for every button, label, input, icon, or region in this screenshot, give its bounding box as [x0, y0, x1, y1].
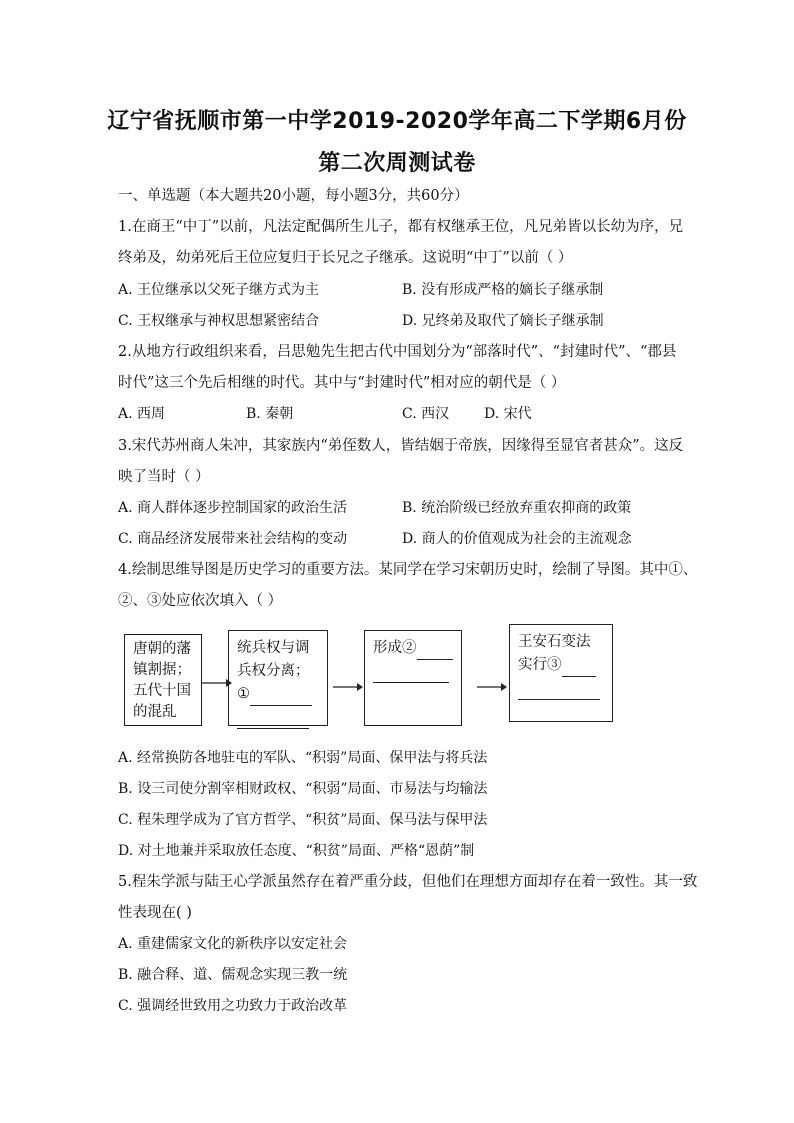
question-5-line-2: 性表现在( ) — [118, 905, 192, 921]
mindmap-box-origin-line-2: 镇割据； — [133, 662, 191, 678]
mindmap-box-1-line-2: 兵权分离； — [237, 663, 310, 679]
question-3-option-c: C. 商品经济发展带来社会结构的变动 — [118, 531, 348, 547]
mindmap-box-2 — [364, 630, 462, 726]
mindmap-box-3-marker: 实行③ — [518, 657, 562, 673]
question-2-option-a: A. 西周 — [118, 406, 166, 422]
question-2-option-c: C. 西汉 — [402, 406, 450, 422]
question-2-line-1: 2.从地方行政组织来看，吕思勉先生把古代中国划分为“部落时代”、“封建时代”、“郡县 — [118, 344, 677, 360]
question-1-line-1: 1.在商王“中丁”以前，凡法定配偶所生儿子，都有权继承王位，凡兄弟皆以长幼为序，兄 — [118, 219, 684, 235]
mindmap-blank-2b — [373, 666, 449, 683]
mindmap-box-3-line-1: 王安石变法 — [518, 634, 591, 650]
question-2-line-2: 时代”这三个先后相继的时代。其中与“封建时代”相对应的朝代是（ ） — [118, 375, 566, 391]
question-2-option-d: D. 宋代 — [484, 406, 532, 422]
question-1-option-c: C. 王权继承与神权思想紧密结合 — [118, 313, 320, 329]
mindmap-box-1-marker: ① — [237, 686, 250, 702]
question-5-line-1: 5.程朱学派与陆王心学派虽然存在着严重分歧，但他们在理想方面却存在着一致性。其一致 — [118, 874, 698, 890]
mindmap-box-origin-line-4: 的混乱 — [133, 704, 177, 720]
question-4-option-b: B. 设三司使分割宰相财政权、“积弱”局面、市易法与均输法 — [118, 781, 488, 797]
mindmap-box-origin — [124, 634, 202, 726]
section-heading: 一、单选题（本大题共20小题，每小题3分，共60分） — [118, 188, 469, 204]
mindmap-arrow-3 — [477, 681, 507, 693]
mindmap-blank-2a — [417, 643, 453, 660]
mindmap-box-1 — [228, 630, 328, 726]
question-4-option-d: D. 对土地兼并采取放任态度、“积贫”局面、严格“恩荫”制 — [118, 843, 475, 859]
question-4-option-c: C. 程朱理学成为了官方哲学、“积贫”局面、保马法与保甲法 — [118, 812, 488, 828]
mindmap-blank-3a — [562, 660, 596, 677]
question-5-option-b: B. 融合释、道、儒观念实现三教一统 — [118, 967, 348, 983]
mindmap-arrow-2 — [333, 681, 363, 693]
question-1-option-b: B. 没有形成严格的嫡长子继承制 — [402, 282, 604, 298]
question-5-option-a: A. 重建儒家文化的新秩序以安定社会 — [118, 936, 348, 952]
document-title-line1: 辽宁省抚顺市第一中学2019-2020学年高二下学期6月份 — [107, 109, 687, 134]
mindmap-box-3 — [509, 624, 613, 722]
question-2-option-b: B. 秦朝 — [246, 406, 294, 422]
question-3-line-2: 映了当时（ ） — [118, 469, 210, 485]
question-4-option-a: A. 经常换防各地驻屯的军队、“积弱”局面、保甲法与将兵法 — [118, 750, 488, 766]
question-4-line-2: ②、③处应依次填入（ ） — [118, 593, 283, 609]
mindmap-blank-3b — [518, 683, 600, 700]
mindmap-box-2-marker: 形成② — [373, 640, 417, 656]
document-title-line2: 第二次周测试卷 — [318, 151, 476, 176]
mindmap-blank-1b — [237, 712, 309, 729]
mindmap-blank-1a — [250, 689, 312, 706]
mindmap-box-origin-line-3: 五代十国 — [133, 683, 191, 699]
question-4-line-1: 4.绘制思维导图是历史学习的重要方法。某同学在学习宋朝历史时，绘制了导图。其中①、 — [118, 562, 698, 578]
question-3-line-1: 3.宋代苏州商人朱冲，其家族内“弟侄数人，皆结姻于帝族，因缘得至显官者甚众”。这反 — [118, 438, 684, 454]
mindmap-box-origin-line-1: 唐朝的藩 — [133, 641, 191, 657]
mindmap-box-1-line-1: 统兵权与调 — [237, 640, 310, 656]
question-3-option-b: B. 统治阶级已经放弃重农抑商的政策 — [402, 500, 632, 516]
question-1-option-a: A. 王位继承以父死子继方式为主 — [118, 282, 320, 298]
question-5-option-c: C. 强调经世致用之功致力于政治改革 — [118, 998, 348, 1014]
question-3-option-d: D. 商人的价值观成为社会的主流观念 — [402, 531, 632, 547]
question-3-option-a: A. 商人群体逐步控制国家的政治生活 — [118, 500, 348, 516]
question-1-option-d: D. 兄终弟及取代了嫡长子继承制 — [402, 313, 604, 329]
question-1-line-2: 终弟及，幼弟死后王位应复归于长兄之子继承。这说明“中丁”以前（ ） — [118, 250, 573, 266]
